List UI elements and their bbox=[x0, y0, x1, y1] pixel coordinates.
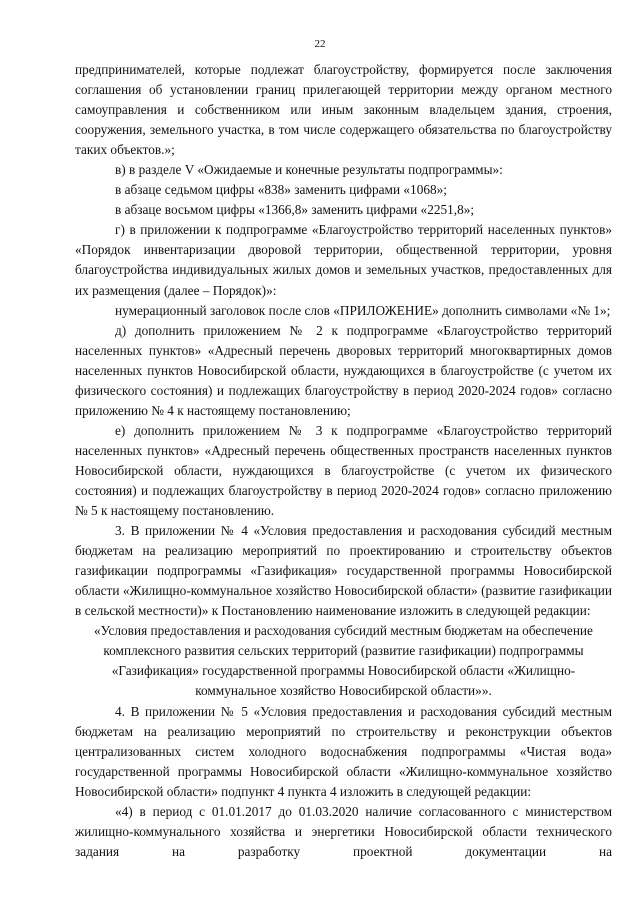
page-number: 22 bbox=[314, 38, 326, 50]
paragraph-item-v: в) в разделе V «Ожидаемые и конечные результаты подпрограммы»: bbox=[115, 162, 503, 178]
paragraph-eighth-abzac: в абзаце восьмом цифры «1366,8» заменить цифрами «2251,8»; bbox=[115, 202, 475, 218]
paragraph-numbering-header: нумерационный заголовок после слов «ПРИЛОЖЕНИЕ» дополнить символами «№ 1»; bbox=[115, 302, 611, 318]
paragraph-item-e: е) дополнить приложением № 3 к подпрограмме «Благоустройство территорий населенных пунктов» «Адресный перечень общественных пространств населенных пунктов Новосибирской области, нуждающихся в благоустройстве (с учетом их физического состояния) и подлежащих благоустройству в период 2020-2024 годов» согласно приложению № 5 к настоящему постановлению. bbox=[75, 422, 612, 519]
paragraph-item-g: г) в приложении к подпрограмме «Благоустройство территорий населенных пунктов» «Порядок инвентаризации дворовой территории, общественной территории, уровня благоустройства индивидуальных жилых домов и земельных участков, предоставленных для их размещения (далее – Порядок)»: bbox=[75, 222, 612, 298]
paragraph-item-d: д) дополнить приложением № 2 к подпрограмме «Благоустройство территорий населенных пунктов» «Адресный перечень дворовых территорий многоквартирных домов населенных пунктов Новосибирской области, нуждающихся в благоустройстве (с учетом их физического состояния) и подлежащих благоустройству в период 2020-2024 годов» согласно приложению № 4 к настоящему постановлению; bbox=[75, 322, 612, 418]
paragraph-seventh-abzac: в абзаце седьмом цифры «838» заменить цифрами «1068»; bbox=[115, 182, 447, 198]
paragraph-section-4: 4. В приложении № 5 «Условия предоставления и расходования субсидий местным бюджетам на реализацию мероприятий по строительству и реконструкции объектов централизованных систем холодного водоснабжения подпрограммы «Чистая вода» государственной программы Новосибирской области «Жилищно-коммунальное хозяйство Новосибирской области» подпункт 4 пункта 4 изложить в следующей редакции: bbox=[75, 703, 612, 799]
paragraph-subitem-4: «4) в период с 01.01.2017 до 01.03.2020 наличие согласованного с министерством жилищно-коммунального хозяйства и энергетики Новосибирской области технического задания на разработку проектной документации на bbox=[75, 803, 612, 859]
paragraph-continuation: предпринимателей, которые подлежат благоустройству, формируется после заключения соглашения об установлении границ прилегающей территории между органом местного самоуправления и собственником или иным законным владельцем здания, строения, сооружения, земельного участка, в том числе содержащего обязательства по благоустройству таких объектов.»; bbox=[75, 62, 612, 158]
paragraph-section-3: 3. В приложении № 4 «Условия предоставления и расходования субсидий местным бюджетам на реализацию мероприятий по проектированию и строительству объектов газификации подпрограммы «Газификация» государственной программы Новосибирской области «Жилищно-коммунальное хозяйство Новосибирской области» (развитие газификации в сельской местности)» к Постановлению наименование изложить в следующей редакции: bbox=[75, 523, 612, 619]
document-body bbox=[75, 60, 612, 862]
paragraph-new-title: «Условия предоставления и расходования субсидий местным бюджетам на обеспечение комплексного развития сельских территорий (развитие газификации) подпрограммы «Газификация» государственной программы Новосибирской области «Жилищно-коммунальное хозяйство Новосибирской области»». bbox=[94, 623, 593, 699]
